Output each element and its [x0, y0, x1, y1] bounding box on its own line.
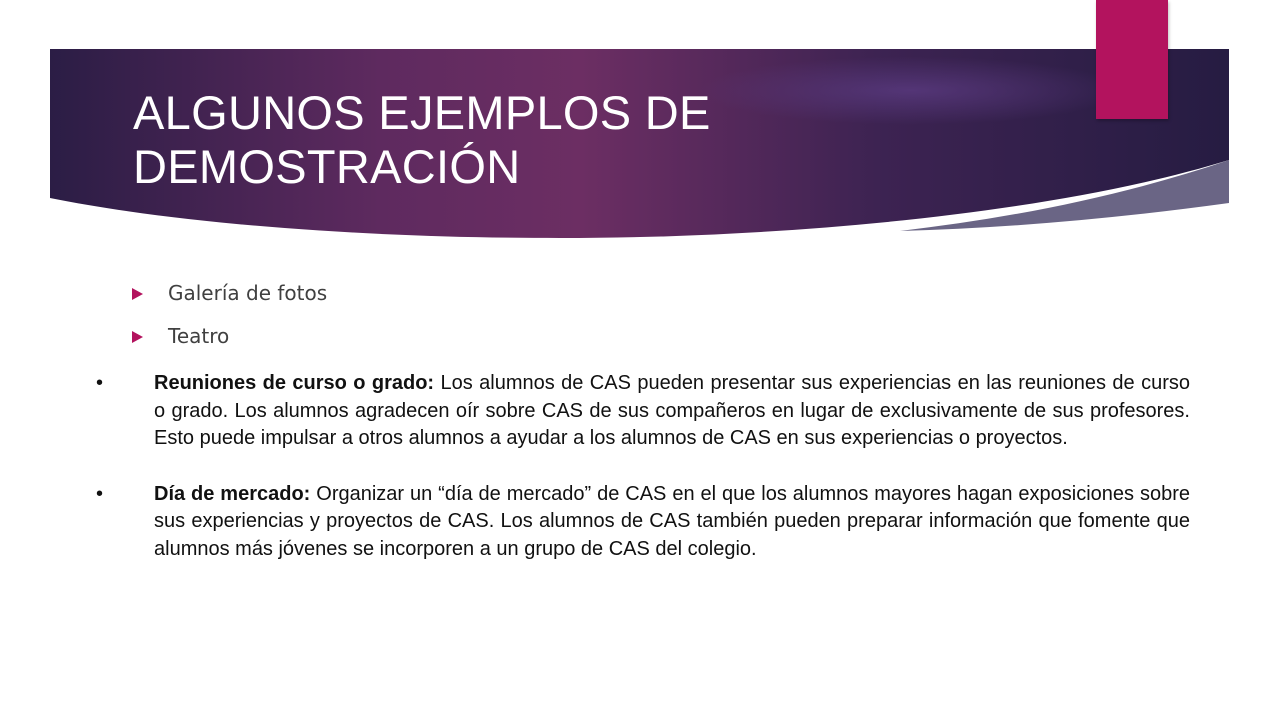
- bullet-dot: •: [96, 482, 104, 505]
- slide-title-line-2: DEMOSTRACIÓN: [133, 140, 521, 193]
- paragraph-heading: Reuniones de curso o grado:: [154, 372, 435, 394]
- accent-tab: [1096, 0, 1168, 119]
- paragraph-heading: Día de mercado:: [154, 482, 311, 505]
- bullet-list: [132, 280, 327, 366]
- bullet-label: Teatro: [168, 324, 230, 348]
- slide-title: [133, 86, 1033, 194]
- bullet-dot: •: [96, 372, 104, 394]
- paragraph-text: Organizar un “día de mercado” de CAS en el que los alumnos mayores hagan exposiciones sobre sus experiencias y proyectos de CAS. Los alumnos de CAS también pueden preparar información que fomente que alumnos más jóvenes se incorporen a un grupo de CAS del colegio.: [154, 482, 1190, 560]
- triangle-bullet-icon: [132, 288, 143, 300]
- bullet-item-galeria: [132, 280, 327, 307]
- bullet-item-teatro: [132, 323, 327, 350]
- body-text: [96, 370, 1190, 591]
- bullet-label: Galería de fotos: [168, 281, 328, 305]
- paragraph-reuniones: [96, 370, 1190, 453]
- paragraph-dia-de-mercado: [96, 481, 1190, 564]
- slide-title-line-1: ALGUNOS EJEMPLOS DE: [133, 86, 711, 139]
- paragraph-text: Los alumnos de CAS pueden presentar sus experiencias en las reuniones de curso o grado. Los alumnos agradecen oír sobre CAS de sus compañeros en lugar de exclusivamente de sus profesores. Esto puede impulsar a otros alumnos a ayudar a los alumnos de CAS en sus experiencias o proyectos.: [154, 372, 1190, 449]
- triangle-bullet-icon: [132, 331, 143, 343]
